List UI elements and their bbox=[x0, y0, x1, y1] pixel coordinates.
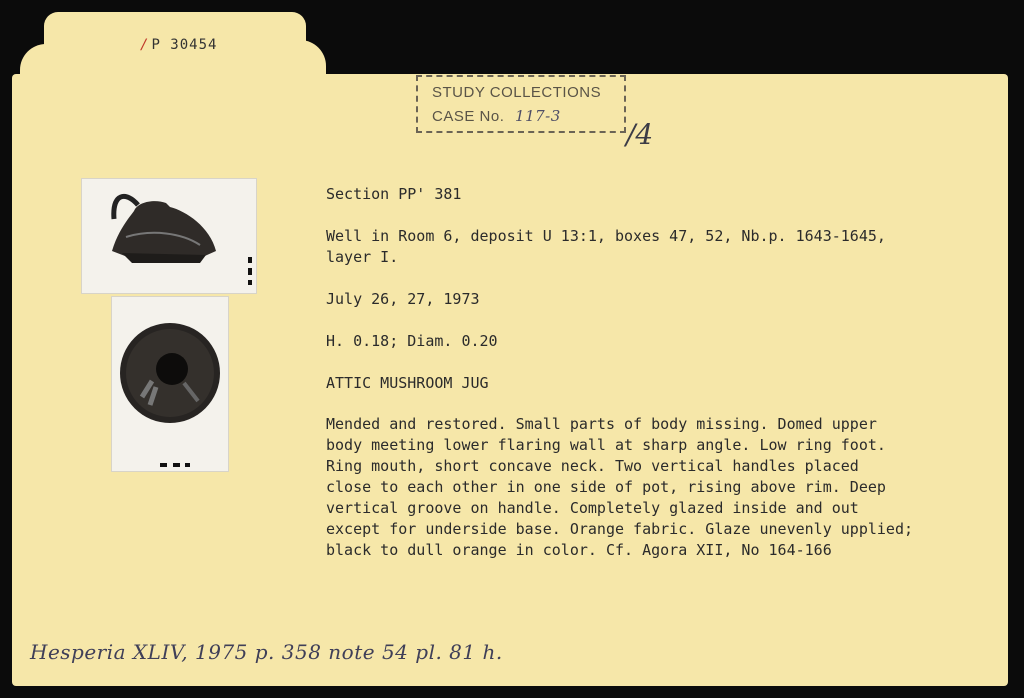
stamp-case-label: CASE No. bbox=[432, 108, 505, 125]
catalog-number-text: P 30454 bbox=[151, 37, 218, 53]
excavation-date: July 26, 27, 1973 bbox=[326, 290, 480, 308]
jug-top-image bbox=[112, 297, 228, 471]
stamp-title: STUDY COLLECTIONS bbox=[432, 84, 602, 101]
findspot-line-1: Well in Room 6, deposit U 13:1, boxes 47, 52, Nb.p. 1643-1645, bbox=[326, 227, 886, 245]
description-line: black to dull orange in color. Cf. Agora XII, No 164-166 bbox=[326, 541, 832, 559]
section-line: Section PP' 381 bbox=[326, 185, 462, 203]
description-line: Mended and restored. Small parts of body missing. Domed upper bbox=[326, 415, 877, 433]
description-line: except for underside base. Orange fabric. Glaze unevenly upplied; bbox=[326, 520, 913, 538]
dimensions: H. 0.18; Diam. 0.20 bbox=[326, 332, 498, 350]
description-line: close to each other in one side of pot, rising above rim. Deep bbox=[326, 478, 886, 496]
red-check-mark: / bbox=[140, 37, 150, 53]
study-collections-stamp bbox=[416, 75, 626, 133]
photo-side-view bbox=[81, 178, 257, 294]
description-line: body meeting lower flaring wall at sharp angle. Low ring foot. bbox=[326, 436, 886, 454]
description-line: vertical groove on handle. Completely glazed inside and out bbox=[326, 499, 859, 517]
jug-side-image bbox=[82, 179, 256, 293]
handwritten-reference: Hesperia XLIV, 1975 p. 358 note 54 pl. 81 h. bbox=[30, 640, 503, 664]
stamp-case-line bbox=[432, 107, 561, 125]
description-line: Ring mouth, short concave neck. Two vertical handles placed bbox=[326, 457, 859, 475]
findspot-line-2: layer I. bbox=[326, 248, 399, 266]
stamp-case-value: 117-3 bbox=[515, 107, 561, 125]
catalog-number bbox=[140, 37, 217, 53]
description bbox=[326, 414, 1006, 561]
object-name: ATTIC MUSHROOM JUG bbox=[326, 374, 489, 392]
fraction-mark: /4 bbox=[626, 118, 654, 151]
photo-top-view bbox=[111, 296, 229, 472]
